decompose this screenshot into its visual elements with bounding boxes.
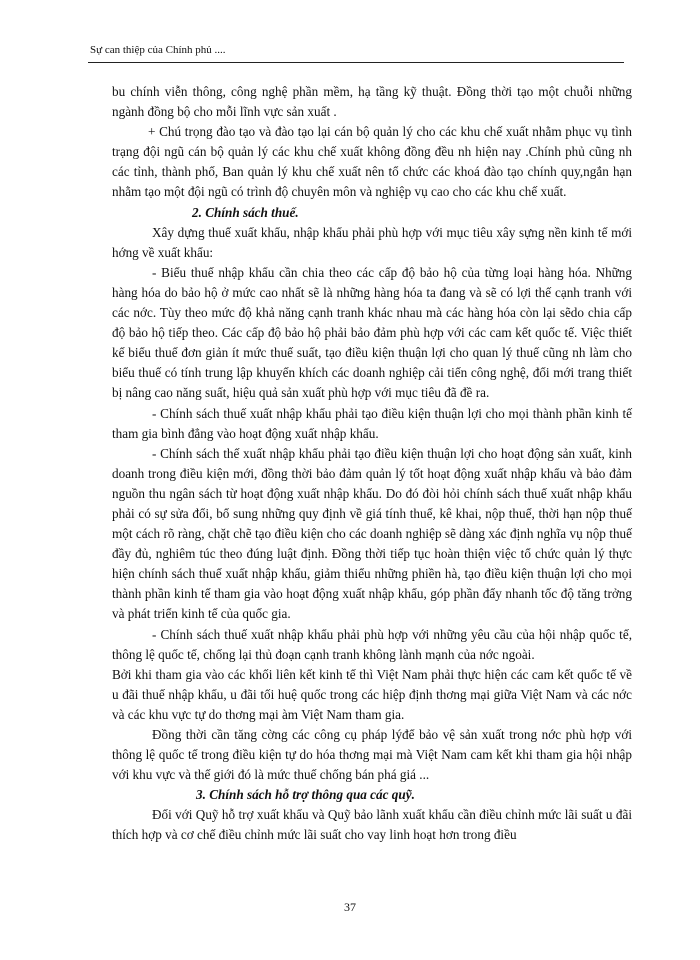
page-body [112, 82, 632, 846]
section-heading-fund-support: 3. Chính sách hỗ trợ thông qua các quỹ. [196, 787, 415, 803]
header-divider [88, 62, 624, 63]
paragraph-tax-intro: Xây dựng thuế xuất khẩu, nhập khẩu phải phù hợp với mục tiêu xây sựng nền kinh tế mới hớng về xuất khẩu: [112, 224, 632, 260]
running-header: Sự can thiệp của Chính phủ .... [90, 44, 226, 56]
paragraph-continuation: bu chính viễn thông, công nghệ phần mềm, hạ tầng kỹ thuật. Đồng thời tạo một chuỗi những ngành đồng bộ cho mỗi lĩnh vực sản xuất . [112, 84, 632, 120]
paragraph-economic-blocs: Bởi khi tham gia vào các khối liên kết kinh tế thì Việt Nam phải thực hiện các cam kết quốc tế về u đãi thuế nhập khẩu, u đãi tối huệ quốc trong các hiệp định thơng mại giữa Việt Nam và các nớc và các khu vực tự do thơng mại àm Việt Nam tham gia. [112, 666, 632, 722]
paragraph-equal-participation: - Chính sách thuế xuất nhập khẩu phải tạo điều kiện thuận lợi cho mọi thành phần kinh tế tham gia bình đẳng vào hoạt động xuất nhập khẩu. [112, 405, 632, 441]
paragraph-import-tariff: - Biểu thuế nhập khẩu cần chia theo các cấp độ bảo hộ của từng loại hàng hóa. Những hàng hóa do bảo hộ ở mức cao nhất sẽ là những hàng hóa ta đang và sẽ có lợi thế cạnh tranh với các nớc. Tùy theo mức độ khả năng cạnh tranh khác nhau mà các hàng hóa còn lại sẽdo chia cấp độ bảo hộ tiếp theo. Các cấp độ bảo hộ phải bảo đảm phù hợp với các cam kết quốc tế. Việc thiết kế biểu thuế đơn giản ít mức thuế suất, tạo điều kiện thuận lợi cho quan lý thuế cũng nh làm cho biểu thuế có tính trung lập khuyến khích các doanh nghiệp cải tiến công nghệ, đổi mới trang thiết bị nâng cao năng suất, hiệu quả sản xuất phù hợp với mục tiêu đã đề ra. [112, 264, 632, 401]
paragraph-international-integration: - Chính sách thuế xuất nhập khẩu phải phù hợp với những yêu cầu của hội nhập quốc tế, thông lệ quốc tế, chống lại thủ đoạn cạnh tranh không lành mạnh của nớc ngoài. [112, 626, 632, 662]
paragraph-production-support: - Chính sách thế xuất nhập khẩu phải tạo điều kiện thuận lợi cho hoạt động sản xuất, kinh doanh trong điều kiện mới, đồng thời bảo đảm quản lý tốt hoạt động xuất nhập khẩu và bảo đảm nguồn thu ngân sách từ hoạt động xuất nhập khẩu. Do đó đòi hỏi chính sách thuế xuất nhập khẩu phải có sự sửa đổi, bổ sung những quy định về giá tính thuế, kê khai, nộp thuế, thời hạn nộp thuế một cách rõ ràng, chặt chẽ tạo điều kiện cho các doanh nghiệp sẽ dàng xác định nghĩa vụ nộp thuế đầy đủ, nghiêm túc theo đúng luật định. Đồng thời tiếp tục hoàn thiện việc tổ chức quản lý thực hiện chính sách thuế xuất nhập khẩu, giảm thiểu những phiền hà, tạo điều kiện thuận lợi cho mọi thành phần kinh tế tham gia vào hoạt động xuất nhập khẩu, góp phần đẩy nhanh tốc độ tăng trởng và phát triển kinh tế của quốc gia. [112, 445, 632, 622]
paragraph-training: + Chú trọng đào tạo và đào tạo lại cán bộ quản lý cho các khu chế xuất nhằm phục vụ tình trạng đội ngũ cán bộ quản lý các khu chế xuất không đồng đều nh hiện nay .Chính phủ cũng nh các tỉnh, thành phố, Ban quản lý khu chế xuất nên tổ chức các khoá đào tạo chính quy,ngắn hạn nhằm tạo một đội ngũ có trình độ chuyên môn và nghiệp vụ cao cho các khu chế xuất. [112, 124, 632, 200]
page-number: 37 [344, 900, 356, 914]
paragraph-export-funds: Đối với Quỹ hỗ trợ xuất khẩu và Quỹ bảo lãnh xuất khẩu cần điều chỉnh mức lãi suất u đãi thích hợp và cơ chế điều chỉnh mức lãi suất cho vay linh hoạt hơn trong điều [112, 807, 632, 843]
section-heading-tax-policy: 2. Chính sách thuế. [192, 204, 299, 220]
paragraph-legal-tools: Đồng thời cần tăng cờng các công cụ pháp lýđể bảo vệ sản xuất trong nớc phù hợp với thông lệ quốc tế trong điều kiện tự do hóa thơng mại mà Việt Nam cam kết khi tham gia hội nhập với khu vực và thế giới đó là mức thuế chống bán phá giá ... [112, 727, 632, 783]
